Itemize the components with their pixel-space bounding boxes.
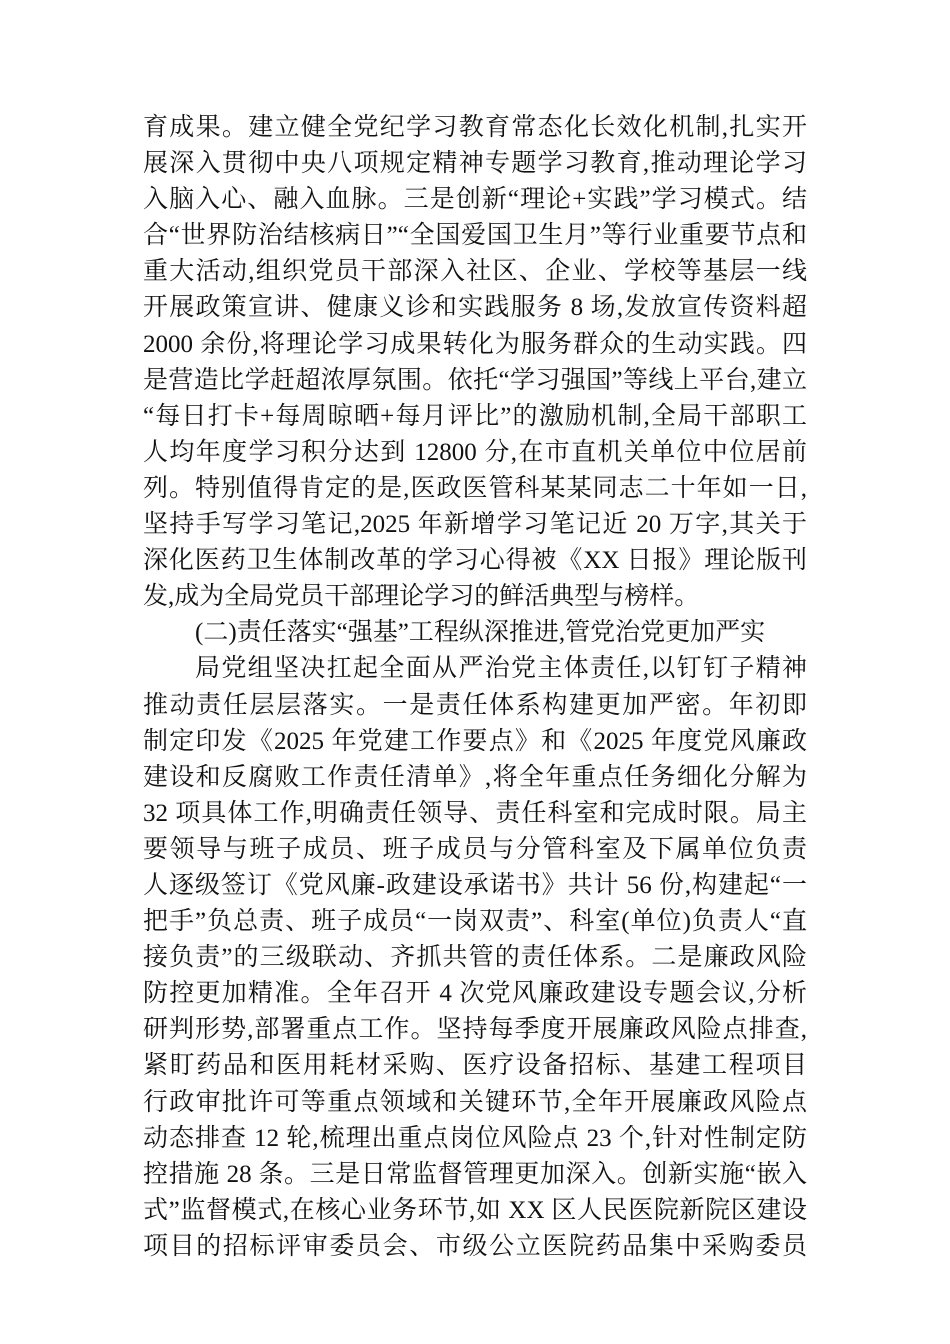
text-line: 重大活动,组织党员干部深入社区、企业、学校等基层一线 — [143, 258, 807, 286]
paragraph-learning-education — [143, 110, 807, 615]
text-line: 防控更加精准。全年召开 4 次党风廉政建设专题会议,分析 — [143, 980, 807, 1008]
text-line: 人均年度学习积分达到 12800 分,在市直机关单位中位居前 — [143, 438, 807, 466]
text-line: 推动责任层层落实。一是责任体系构建更加严密。年初即 — [143, 691, 807, 719]
text-line: 入脑入心、融入血脉。三是创新“理论+实践”学习模式。结 — [143, 186, 807, 214]
text-line: 控措施 28 条。三是日常监督管理更加深入。创新实施“嵌入 — [143, 1160, 807, 1188]
text-line: 是营造比学赶超浓厚氛围。依托“学习强国”等线上平台,建立 — [143, 366, 807, 394]
text-line: 列。特别值得肯定的是,医政医管科某某同志二十年如一日, — [143, 474, 807, 502]
document-page — [143, 110, 807, 1265]
text-line: 深化医药卫生体制改革的学习心得被《XX 日报》理论版刊 — [143, 547, 807, 575]
text-line: 研判形势,部署重点工作。坚持每季度开展廉政风险点排查, — [143, 1016, 807, 1044]
text-line: 展深入贯彻中央八项规定精神专题学习教育,推动理论学习 — [143, 150, 807, 178]
text-line: 接负责”的三级联动、齐抓共管的责任体系。二是廉政风险 — [143, 944, 807, 972]
text-line: 开展政策宣讲、健康义诊和实践服务 8 场,发放宣传资料超 — [143, 294, 807, 322]
text-line: 32 项具体工作,明确责任领导、责任科室和完成时限。局主 — [143, 799, 807, 827]
paragraph-responsibility — [143, 651, 807, 1265]
text-line: 人逐级签订《党风廉-政建设承诺书》共计 56 份,构建起“一 — [143, 871, 807, 899]
text-line: 把手”负总责、班子成员“一岗双责”、科室(单位)负责人“直 — [143, 908, 807, 936]
text-line: 坚持手写学习笔记,2025 年新增学习笔记近 20 万字,其关于 — [143, 511, 807, 539]
text-line: 式”监督模式,在核心业务环节,如 XX 区人民医院新院区建设 — [143, 1196, 807, 1224]
text-line: 育成果。建立健全党纪学习教育常态化长效化机制,扎实开 — [143, 114, 807, 141]
text-line: 2000 余份,将理论学习成果转化为服务群众的生动实践。四 — [143, 330, 807, 358]
text-line: 动态排查 12 轮,梳理出重点岗位风险点 23 个,针对性制定防 — [143, 1124, 807, 1152]
text-line: “每日打卡+每周晾晒+每月评比”的激励机制,全局干部职工 — [143, 402, 807, 430]
text-line: 合“世界防治结核病日”“全国爱国卫生月”等行业重要节点和 — [143, 222, 807, 250]
text-line: 紧盯药品和医用耗材采购、医疗设备招标、基建工程项目 — [143, 1052, 807, 1080]
text-line: 发,成为全局党员干部理论学习的鲜活典型与榜样。 — [143, 583, 700, 611]
text-line: 局党组坚决扛起全面从严治党主体责任,以钉钉子精神 — [195, 655, 807, 683]
section-heading: (二)责任落实“强基”工程纵深推进,管党治党更加严实 — [195, 619, 766, 647]
text-line: 要领导与班子成员、班子成员与分管科室及下属单位负责 — [143, 835, 807, 863]
text-line: 行政审批许可等重点领域和关键环节,全年开展廉政风险点 — [143, 1088, 807, 1116]
text-line: 制定印发《2025 年党建工作要点》和《2025 年度党风廉政 — [143, 727, 807, 755]
text-line: 建设和反腐败工作责任清单》,将全年重点任务细化分解为 — [143, 763, 807, 791]
text-line: 项目的招标评审委员会、市级公立医院药品集中采购委员 — [143, 1232, 807, 1260]
